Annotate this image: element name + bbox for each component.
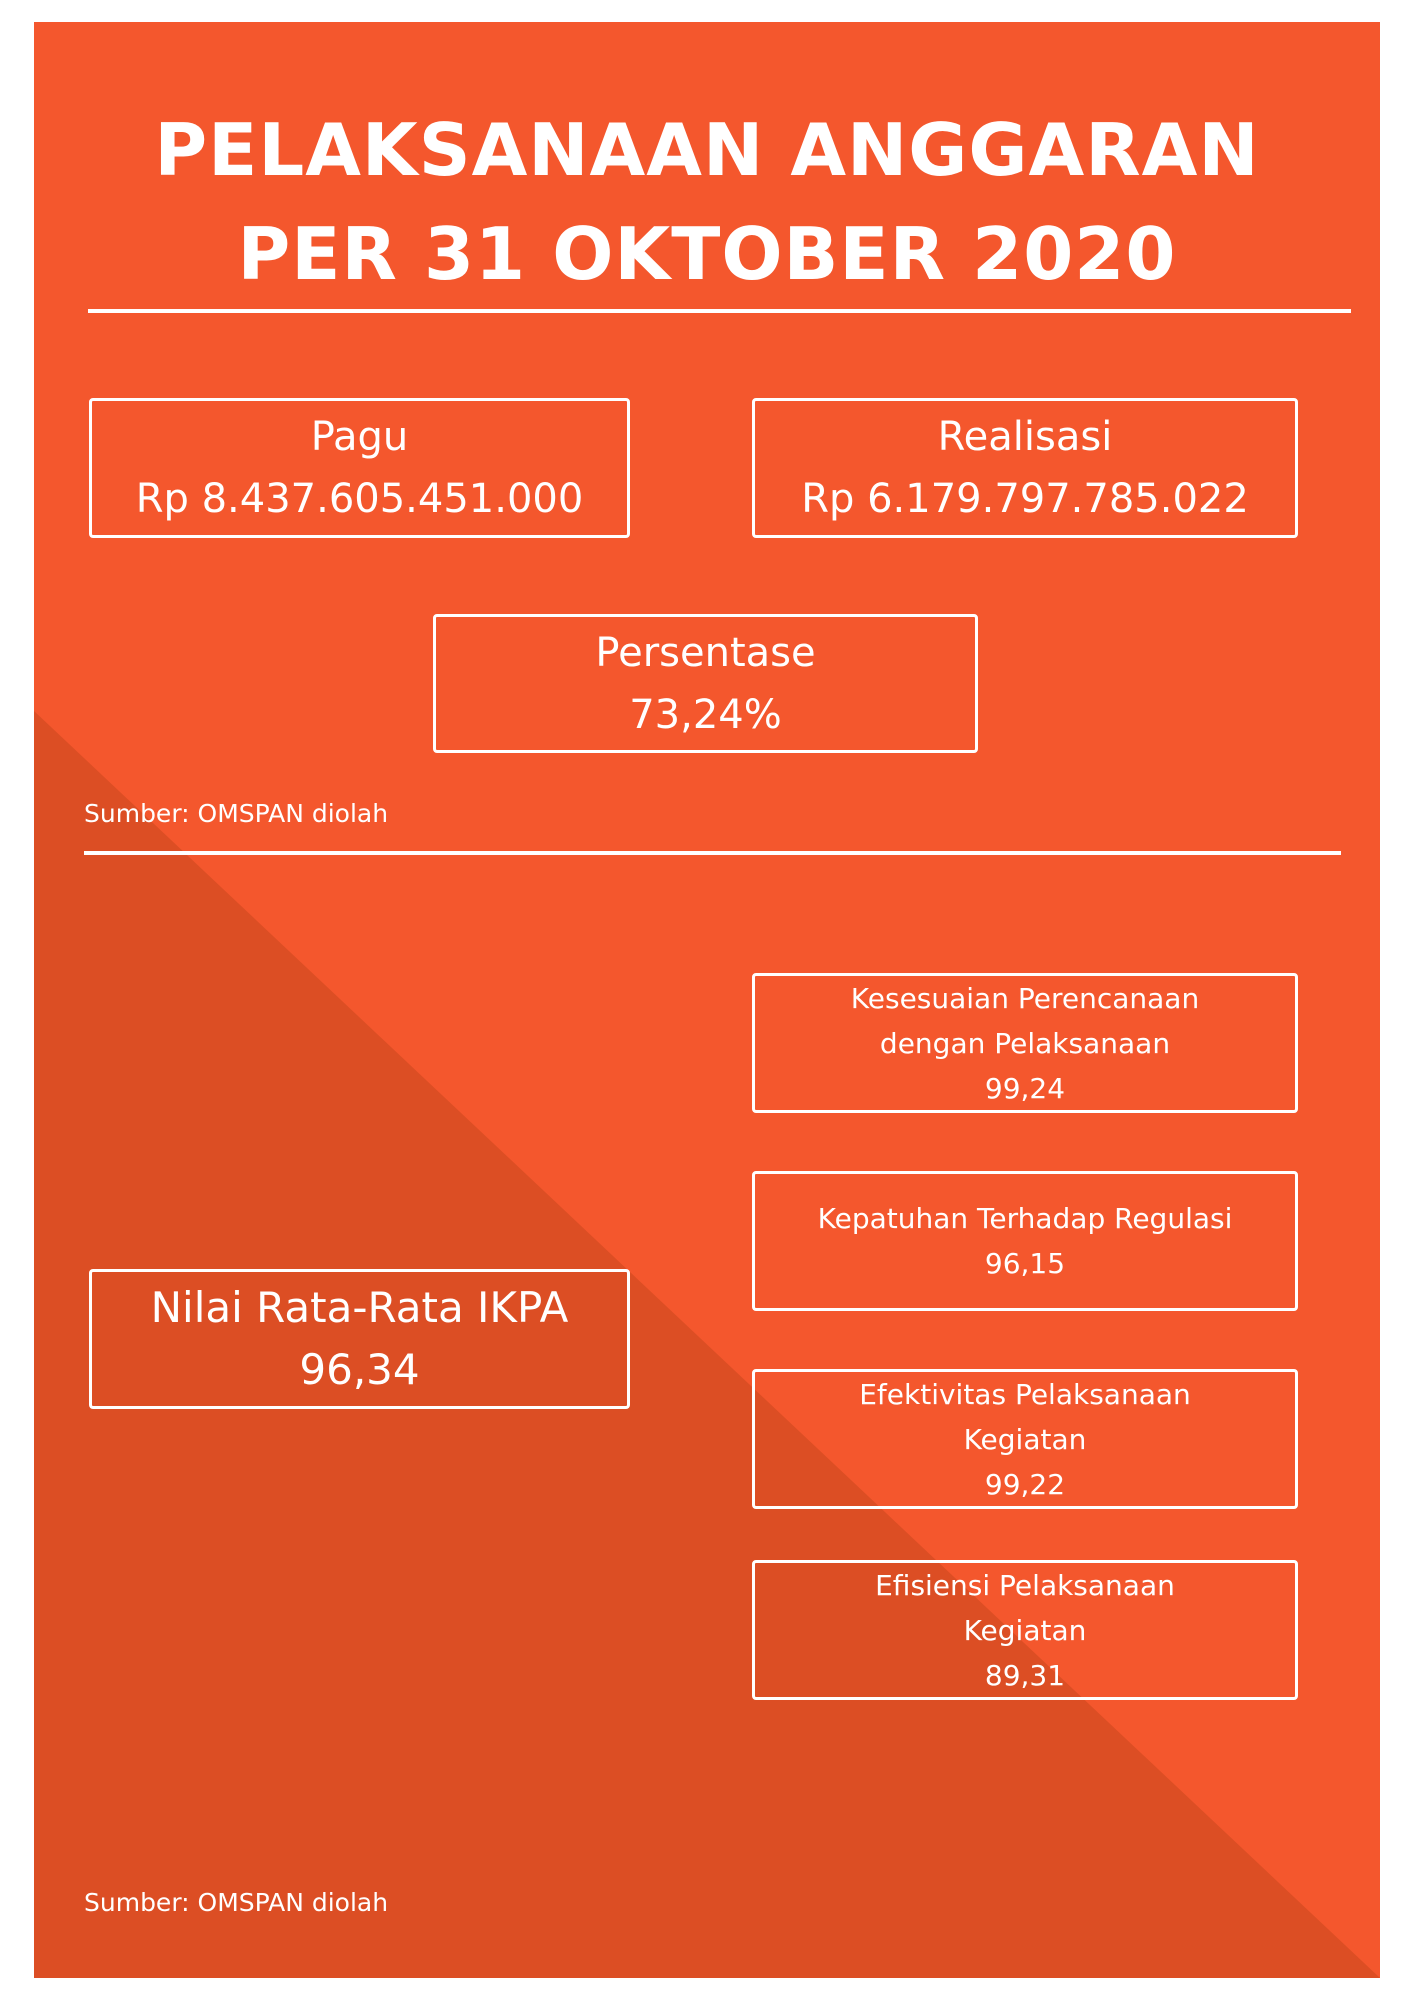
ikpa-indicator-1-label-line-2: dengan Pelaksanaan bbox=[879, 1026, 1171, 1060]
infographic-poster bbox=[34, 22, 1380, 1978]
title-divider bbox=[88, 309, 1351, 313]
ikpa-indicator-3-label-line-2: Kegiatan bbox=[963, 1422, 1087, 1456]
realisasi-label: Realisasi bbox=[937, 414, 1113, 460]
budget-source-note: Sumber: OMSPAN diolah bbox=[84, 799, 389, 828]
persentase-card bbox=[433, 614, 978, 753]
ikpa-indicator-1-label-line-1: Kesesuaian Perencanaan bbox=[850, 981, 1200, 1015]
ikpa-indicator-2-label: Kepatuhan Terhadap Regulasi bbox=[817, 1202, 1233, 1235]
pagu-card bbox=[89, 398, 630, 538]
page-title-line-1: PELAKSANAAN ANGGARAN bbox=[154, 108, 1260, 192]
persentase-label: Persentase bbox=[595, 629, 816, 676]
ikpa-indicator-card-1 bbox=[752, 973, 1298, 1113]
ikpa-average-label: Nilai Rata-Rata IKPA bbox=[150, 1283, 569, 1332]
persentase-value: 73,24% bbox=[629, 691, 782, 738]
ikpa-indicator-2-value: 96,15 bbox=[984, 1247, 1066, 1280]
ikpa-indicator-card-4 bbox=[752, 1560, 1298, 1700]
ikpa-source-note: Sumber: OMSPAN diolah bbox=[84, 1888, 389, 1917]
ikpa-indicator-1-value: 99,24 bbox=[984, 1071, 1066, 1105]
section-divider bbox=[84, 851, 1341, 855]
pagu-value: Rp 8.437.605.451.000 bbox=[135, 476, 584, 522]
ikpa-indicator-card-3 bbox=[752, 1369, 1298, 1509]
realisasi-card bbox=[752, 398, 1298, 538]
page-title-line-2: PER 31 OKTOBER 2020 bbox=[237, 212, 1177, 296]
realisasi-value: Rp 6.179.797.785.022 bbox=[801, 476, 1249, 522]
ikpa-indicator-card-2 bbox=[752, 1171, 1298, 1311]
ikpa-average-card bbox=[89, 1269, 630, 1409]
ikpa-average-value: 96,34 bbox=[299, 1345, 420, 1394]
ikpa-indicator-4-label-line-1: Efisiensi Pelaksanaan bbox=[875, 1568, 1175, 1602]
ikpa-indicator-4-label-line-2: Kegiatan bbox=[963, 1613, 1087, 1647]
ikpa-indicator-3-label-line-1: Efektivitas Pelaksanaan bbox=[859, 1377, 1191, 1411]
pagu-label: Pagu bbox=[310, 414, 409, 460]
ikpa-indicator-4-value: 89,31 bbox=[984, 1658, 1066, 1692]
ikpa-indicator-3-value: 99,22 bbox=[984, 1467, 1066, 1501]
